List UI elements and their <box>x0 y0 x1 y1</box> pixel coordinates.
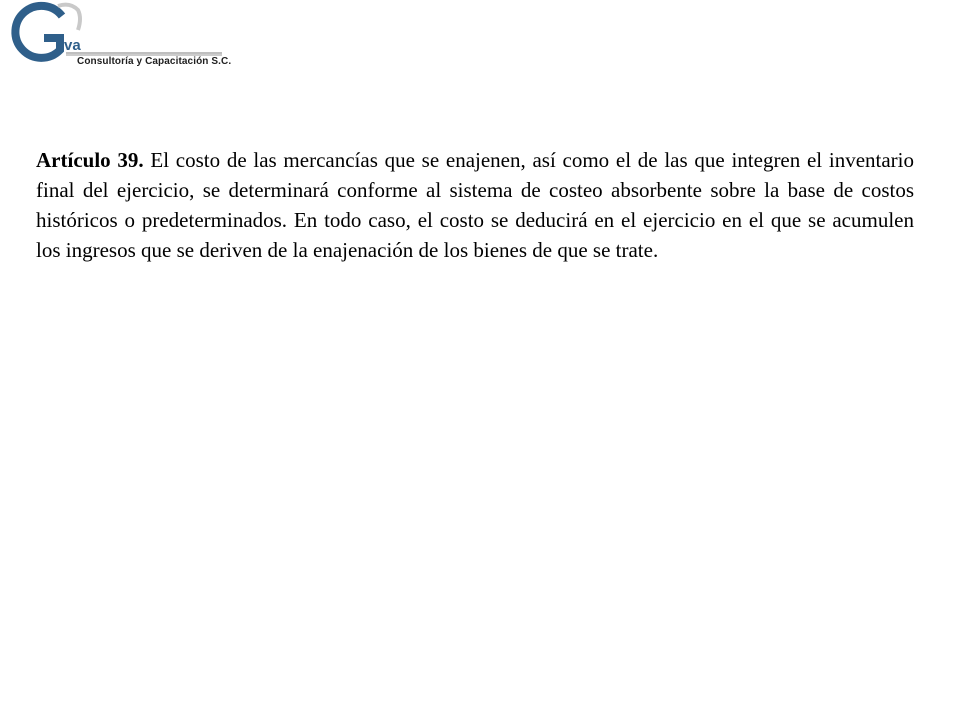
logo-caption: Consultoría y Capacitación S.C. <box>77 56 232 67</box>
article-paragraph <box>36 145 914 265</box>
gva-logo-mark <box>0 0 240 80</box>
logo-swoosh <box>58 5 80 30</box>
article-body: El costo de las mercancías que se enajenen, así como el de las que integren el inventario final del ejercicio, se determinará conforme al sistema de costeo absorbente sobre la base de costos históricos o predeterminados. En todo caso, el costo se deducirá en el ejercicio en el que se acumulen los ingresos que se deriven de la enajenación de los bienes de que se trate. <box>36 148 915 262</box>
logo-subletters: va <box>64 37 81 54</box>
logo-g-glyph <box>15 6 62 58</box>
company-logo <box>0 0 240 80</box>
article-heading: Artículo 39. <box>36 148 144 172</box>
